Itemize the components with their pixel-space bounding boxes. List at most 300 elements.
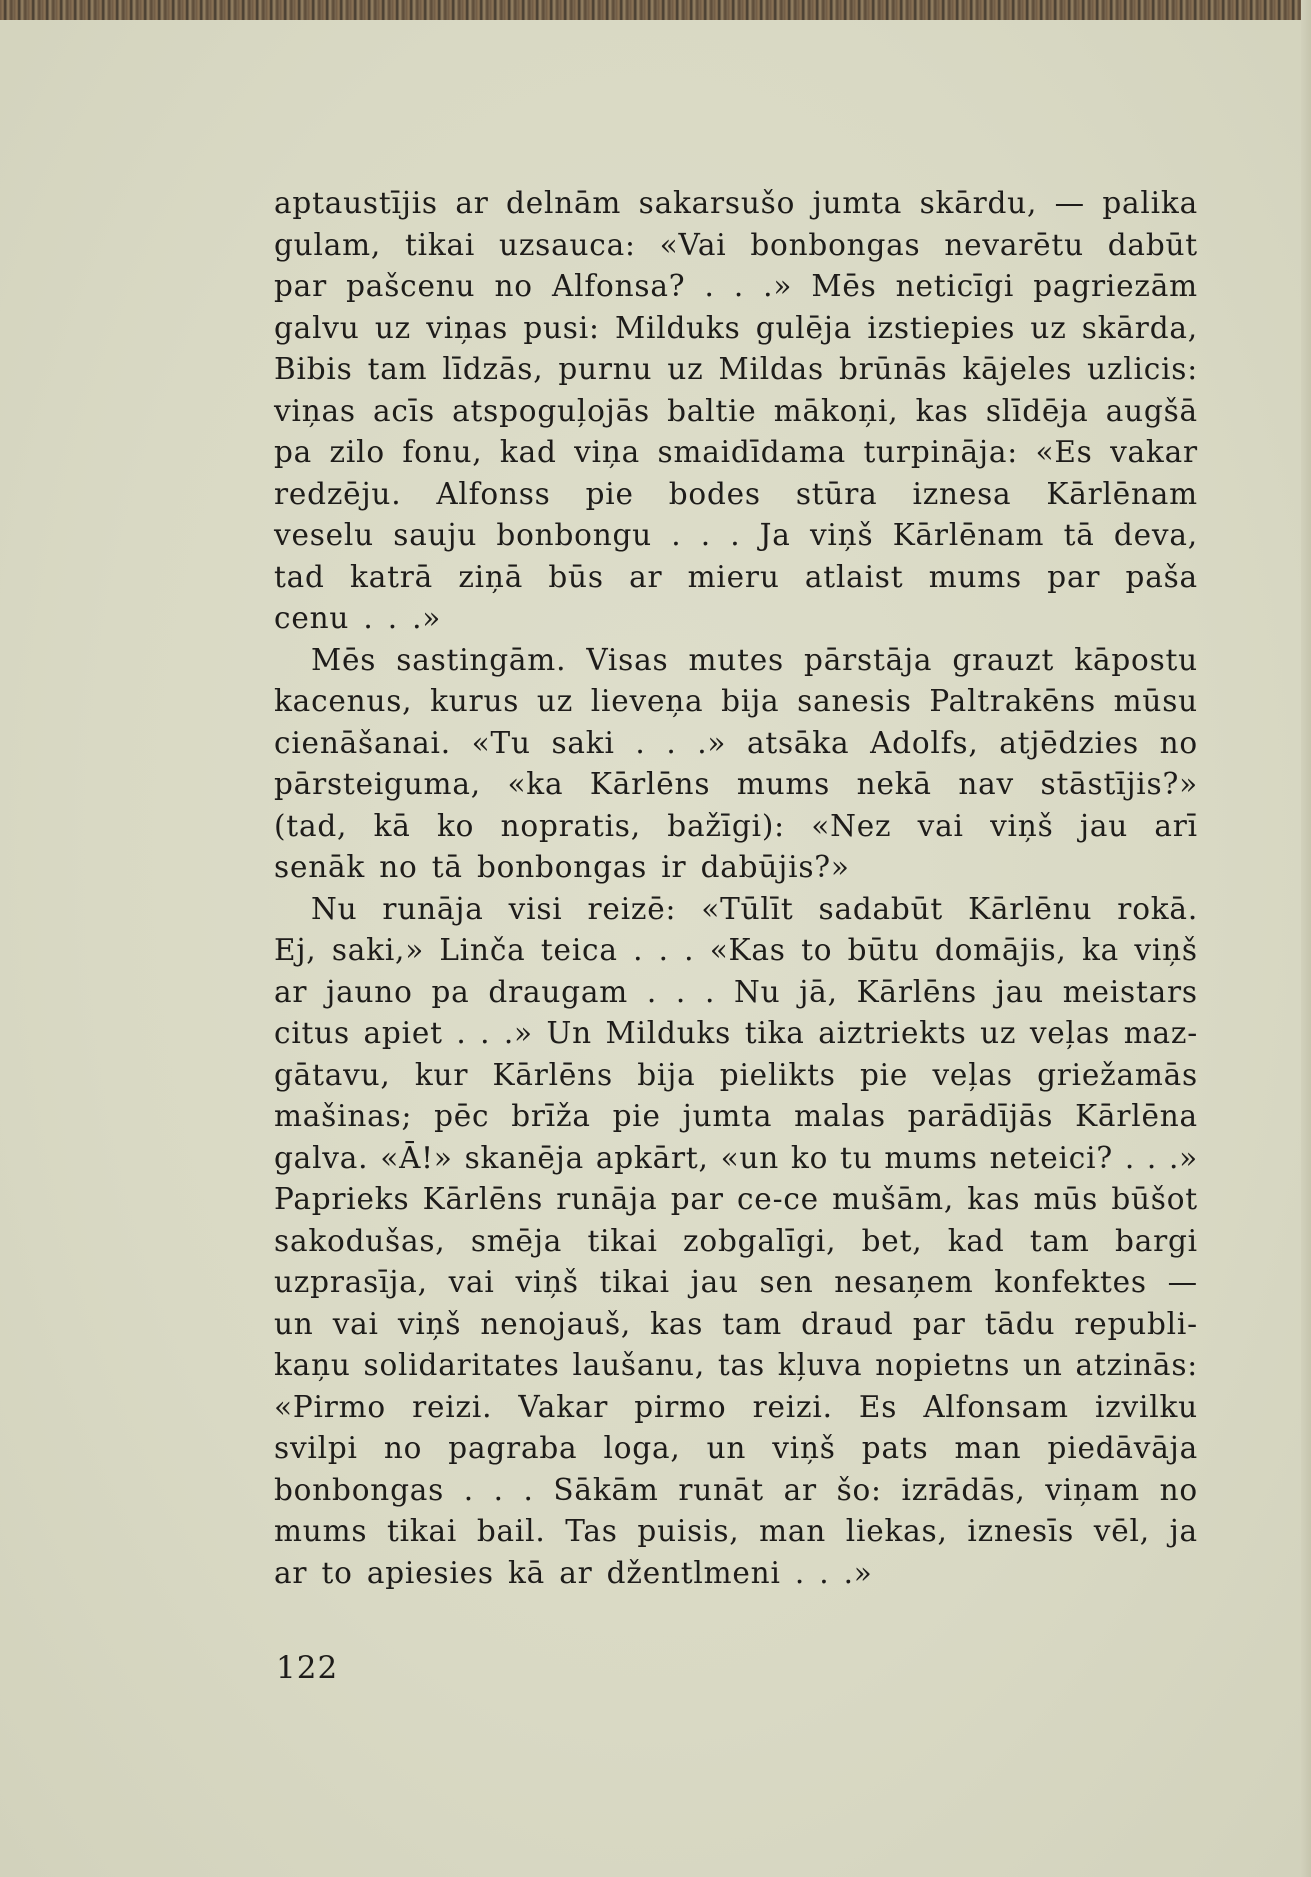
text-word: acīs <box>373 393 435 428</box>
text-word: puisis, <box>637 1514 740 1548</box>
text-word: «Es <box>1035 435 1093 469</box>
text-word: Es <box>858 1389 898 1424</box>
text-word: Milduks <box>614 310 741 345</box>
text-word: uz <box>536 684 574 718</box>
text-word: runāja <box>382 891 484 926</box>
text-word: «Kas <box>709 933 786 967</box>
text-line <box>274 640 1198 682</box>
text-word: izrādās, <box>901 1472 1026 1507</box>
text-word: kā <box>373 808 411 843</box>
text-word: sastingām. <box>396 642 567 677</box>
page-right-edge <box>1301 0 1311 1877</box>
text-word: laušanu, <box>572 1348 706 1382</box>
text-word: «Nez <box>811 808 892 843</box>
text-word: draud <box>801 1306 894 1341</box>
text-word: . <box>704 269 715 303</box>
text-word: uzlicis: <box>1087 352 1198 386</box>
text-word: Milduks <box>605 1016 732 1050</box>
text-line <box>274 474 1198 516</box>
text-word: svilpi <box>274 1431 358 1465</box>
text-word: smaidīdama <box>657 435 846 469</box>
text-word: kur <box>414 1057 469 1092</box>
text-word: viņa <box>574 435 641 469</box>
text-line <box>274 1221 1198 1263</box>
text-word: Ja <box>759 518 791 552</box>
text-word: par <box>1047 559 1101 594</box>
text-line <box>274 847 1198 889</box>
text-word: visi <box>508 891 563 926</box>
text-word: skanēja <box>464 1140 584 1175</box>
text-word: maz- <box>1123 1016 1198 1050</box>
text-word: Adolfs, <box>870 725 979 760</box>
text-line <box>274 1179 1198 1221</box>
text-word: Kārlēns <box>856 974 977 1009</box>
text-word: Kārlēnam <box>892 518 1045 552</box>
text-word: viņš <box>515 1265 579 1299</box>
text-word: «Pirmo <box>274 1389 386 1424</box>
text-word: . <box>675 974 687 1009</box>
text-word: bija <box>721 684 780 718</box>
text-word: ko <box>790 1140 829 1175</box>
text-word: zilo <box>329 435 385 469</box>
text-word: skārdu, <box>919 186 1038 220</box>
text-word: par <box>274 269 327 303</box>
text-word: man <box>954 1431 1022 1465</box>
text-word: pēc <box>434 1099 490 1133</box>
text-word: runāt <box>678 1472 764 1507</box>
text-word: pārsteiguma, <box>274 767 481 801</box>
text-word: izstiepies <box>867 310 1016 345</box>
text-line <box>274 515 1198 557</box>
text-word: iznesīs <box>967 1514 1075 1548</box>
text-word: atsāka <box>746 725 850 760</box>
text-word: ko <box>436 808 475 843</box>
text-word: nopietns <box>875 1348 1011 1382</box>
text-word: apkārt, <box>595 1140 709 1175</box>
text-word: parādījās <box>907 1099 1054 1133</box>
text-line <box>274 930 1198 972</box>
text-word: mutes <box>688 642 784 677</box>
text-word: . <box>463 1472 474 1507</box>
text-word: Bibis <box>274 352 353 386</box>
text-word: pie <box>612 1099 661 1133</box>
text-word: pašcenu <box>346 269 476 303</box>
text-word: Ej, <box>274 933 317 967</box>
text-word: stāstījis?» <box>1040 767 1198 801</box>
text-word: nenojauš, <box>480 1306 632 1341</box>
text-word: pārstāja <box>804 642 933 677</box>
text-word: . <box>700 518 711 552</box>
text-word: nekā <box>856 767 932 801</box>
text-word: viņš <box>772 1431 836 1465</box>
text-word: tam <box>722 1306 783 1341</box>
text-word: . <box>646 974 658 1009</box>
text-word: Nu <box>733 974 781 1009</box>
text-line <box>274 1511 1198 1553</box>
text-word: .» <box>503 1016 533 1050</box>
text-word: viņš <box>1134 933 1198 967</box>
text-word: mākoņi, <box>773 393 899 428</box>
text-word: viņš <box>990 808 1054 843</box>
text-word: Kārlēns <box>422 1182 544 1216</box>
text-word: neticīgi <box>895 269 1015 303</box>
text-line <box>274 1304 1198 1346</box>
text-word: sauju <box>393 518 478 552</box>
text-word: ja <box>1169 1514 1198 1548</box>
text-line <box>274 308 1198 350</box>
text-word: teica <box>540 933 618 967</box>
text-word: «Ā!» <box>380 1140 453 1175</box>
text-word: gulam, <box>274 227 382 262</box>
text-word: bija <box>637 1057 696 1092</box>
text-word: Linča <box>439 933 526 967</box>
text-word: piedāvāja <box>1047 1431 1198 1465</box>
text-word: mūsu <box>1113 684 1198 718</box>
text-line <box>274 1013 1198 1055</box>
text-word: jumta <box>812 186 903 220</box>
text-word: (tad, <box>274 808 348 843</box>
text-word: sakodušas, <box>274 1223 446 1258</box>
text-word: Kārlēnu <box>968 891 1093 926</box>
text-word: smēja <box>470 1223 563 1258</box>
text-word: Kārlēns <box>589 767 711 801</box>
text-word: fonu, <box>402 435 483 469</box>
text-word: tam <box>367 352 428 386</box>
text-word: reizi. <box>752 1389 833 1424</box>
text-word: pagriezām <box>1033 269 1198 303</box>
text-word: pie <box>585 476 634 511</box>
text-word: kājeles <box>962 352 1073 386</box>
text-word: mašinas; <box>274 1099 413 1133</box>
text-word: mums <box>274 1514 368 1548</box>
text-word: jau <box>995 974 1044 1009</box>
text-word: būšot <box>1111 1182 1198 1216</box>
text-word: uz <box>1030 310 1067 345</box>
text-line <box>274 266 1198 308</box>
text-line <box>274 1055 1198 1097</box>
text-line <box>274 1345 1198 1387</box>
text-word: pa <box>274 435 313 469</box>
text-word: sanesis <box>797 684 912 718</box>
text-word: mums <box>884 1140 978 1175</box>
text-word: jau <box>690 1265 739 1299</box>
text-word: kaņu <box>274 1348 351 1382</box>
text-word: par <box>670 1182 724 1216</box>
text-word: purnu <box>558 352 653 386</box>
text-word: . <box>523 1472 534 1507</box>
text-word: Un <box>546 1016 592 1050</box>
text-word: vēl, <box>1093 1514 1150 1548</box>
page-top-edge <box>0 0 1311 20</box>
text-line <box>274 1470 1198 1512</box>
text-word: kļuva <box>777 1348 863 1382</box>
text-word: ka <box>1081 933 1120 967</box>
text-word: vai <box>917 808 964 843</box>
text-word: un <box>706 1431 747 1465</box>
text-line <box>274 391 1198 433</box>
text-word: nesaņem <box>834 1265 974 1299</box>
text-word: atspoguļojās <box>452 393 650 428</box>
text-word: dabūt <box>1107 227 1198 262</box>
text-word: saki <box>551 725 615 760</box>
text-word: katrā <box>350 559 434 594</box>
text-word: bargi <box>1115 1223 1198 1258</box>
text-word: tikai <box>587 1223 658 1258</box>
text-word: uzprasīja, <box>274 1265 428 1299</box>
text-word: bažīgi): <box>667 808 785 843</box>
text-word: slīdēja <box>985 393 1089 428</box>
text-word: sen <box>759 1265 814 1299</box>
text-word: Paprieks <box>274 1182 410 1216</box>
text-word: Alfonsa? <box>551 269 686 303</box>
text-word: jau <box>1079 808 1129 843</box>
text-word: kad <box>499 435 557 469</box>
text-word: rokā. <box>1117 891 1198 926</box>
text-word: sadabūt <box>818 891 944 926</box>
text-line <box>274 1428 1198 1470</box>
text-word: baltie <box>667 393 757 428</box>
text-word: gulēja <box>755 310 853 345</box>
text-word: ar <box>629 559 663 594</box>
text-word: pa <box>431 974 470 1009</box>
text-word: loga, <box>603 1431 681 1465</box>
text-word: «un <box>720 1140 780 1175</box>
text-word: būs <box>548 559 604 594</box>
text-word: iznesa <box>912 476 1012 511</box>
text-word: atzinās: <box>1075 1348 1198 1382</box>
text-word: kas <box>967 1182 1021 1216</box>
text-word: pielikts <box>719 1057 836 1092</box>
text-word: Alfonss <box>436 476 551 511</box>
text-word: .» <box>697 725 727 760</box>
text-word: citus <box>274 1016 350 1050</box>
text-word: konfektes <box>994 1265 1147 1299</box>
text-line <box>274 806 1198 848</box>
text-word: ar <box>455 186 489 220</box>
text-word: neteici? <box>989 1140 1113 1175</box>
text-word: viņš <box>809 518 874 552</box>
text-word: palika <box>1102 186 1198 220</box>
text-line <box>274 1387 1198 1429</box>
text-word: uz <box>667 352 704 386</box>
text-line <box>274 1553 1198 1595</box>
text-word: sakarsušo <box>638 186 796 220</box>
text-word: jauno <box>326 974 413 1009</box>
text-word: liekas, <box>845 1514 948 1548</box>
text-word: bet, <box>861 1223 923 1258</box>
text-word: brīža <box>511 1099 591 1133</box>
text-word: griežamās <box>1037 1057 1198 1092</box>
text-word: jumta <box>682 1099 773 1133</box>
text-word: «Vai <box>659 227 727 262</box>
text-word: Kārlēna <box>1075 1099 1198 1133</box>
text-word: — <box>1167 1265 1198 1299</box>
text-word: — <box>1054 186 1085 220</box>
page-number: 122 <box>276 1650 339 1686</box>
text-word: ce-ce <box>736 1182 819 1216</box>
text-word: . <box>480 1016 491 1050</box>
text-word: vai <box>332 1306 379 1341</box>
text-word: vai <box>448 1265 495 1299</box>
text-word: . <box>493 1472 504 1507</box>
text-word: pats <box>861 1431 929 1465</box>
text-word: «Tūlīt <box>701 891 794 926</box>
text-word: Sākām <box>553 1472 659 1507</box>
text-word: redzēju. <box>274 476 402 511</box>
text-word: viņš <box>397 1306 462 1341</box>
text-line <box>274 349 1198 391</box>
text-word: paša <box>1125 559 1198 594</box>
text-word: tam <box>1029 1223 1090 1258</box>
text-word: .» <box>1168 1140 1198 1175</box>
text-word: kas <box>915 393 969 428</box>
text-word: «Tu <box>471 725 531 760</box>
text-word: bonbongas <box>750 227 921 262</box>
text-word: no <box>1159 725 1198 760</box>
text-word: tad <box>274 559 325 594</box>
text-line <box>274 764 1198 806</box>
text-word: tā <box>1063 518 1095 552</box>
text-line <box>274 432 1198 474</box>
text-line <box>274 598 1198 640</box>
text-word: par <box>912 1306 966 1341</box>
text-word: mušām, <box>832 1182 955 1216</box>
text-word: no <box>1159 1472 1198 1507</box>
text-word: . <box>456 1016 467 1050</box>
text-word: reizē: <box>587 891 677 926</box>
text-word: Visas <box>586 642 669 677</box>
text-word: tādu <box>984 1306 1056 1341</box>
text-word: tikai <box>386 1514 458 1548</box>
text-word: «ka <box>507 767 564 801</box>
text-line-content: senāk no tā bonbongas ir dabūjis?» <box>274 850 850 884</box>
text-word: to <box>801 933 833 967</box>
text-word: līdzās, <box>442 352 544 386</box>
text-word: Mēs <box>311 642 377 677</box>
text-line <box>274 889 1198 931</box>
text-word: uzsauca: <box>499 227 636 262</box>
text-word: bail. <box>476 1514 546 1548</box>
text-word: tas <box>717 1348 765 1382</box>
text-word: bonbongu <box>496 518 652 552</box>
text-word: kāpostu <box>1074 642 1198 677</box>
text-word: runāja <box>556 1182 658 1216</box>
text-word: Nu <box>311 891 358 926</box>
text-word: ziņā <box>458 559 524 594</box>
text-word: lieveņa <box>590 684 704 718</box>
text-word: galva. <box>274 1140 369 1175</box>
text-word: viņam <box>1045 1472 1140 1507</box>
text-word: tikai <box>404 227 476 262</box>
text-word: . <box>1146 1140 1158 1175</box>
text-line <box>274 557 1198 599</box>
text-word: saki,» <box>331 933 425 967</box>
text-word: gātavu, <box>274 1057 391 1092</box>
text-word: pirmo <box>634 1389 727 1424</box>
text-word: pie <box>859 1057 909 1092</box>
text-word: tikai <box>599 1265 670 1299</box>
text-word: delnām <box>506 186 622 220</box>
text-word: . <box>733 269 744 303</box>
text-word: grauzt <box>952 642 1055 677</box>
text-line-content: cenu . . .» <box>274 601 442 635</box>
text-word: man <box>759 1514 827 1548</box>
text-word: cienāšanai. <box>274 725 451 760</box>
text-word: mieru <box>687 559 780 594</box>
text-word: . <box>635 725 646 760</box>
text-word: brūnās <box>838 352 948 386</box>
text-word: Kārlēns <box>492 1057 613 1092</box>
body-text <box>274 183 1198 1594</box>
text-word: veļas <box>932 1057 1013 1092</box>
text-word: viņas <box>426 310 509 345</box>
text-line-content: ar to apiesies kā ar džentlmeni . . .» <box>274 1555 873 1590</box>
text-word: vakar <box>1110 435 1198 469</box>
text-word: pusi: <box>523 310 600 345</box>
text-word: solidaritates <box>363 1348 560 1382</box>
text-word: aiztriekts <box>818 1016 967 1050</box>
text-word: kas <box>650 1306 704 1341</box>
text-line <box>274 225 1198 267</box>
text-word: reizi. <box>412 1389 493 1424</box>
text-word: tika <box>744 1016 805 1050</box>
text-word: Mēs <box>811 269 877 303</box>
text-line <box>274 1262 1198 1304</box>
text-word: . <box>658 933 669 967</box>
text-word: . <box>666 725 677 760</box>
text-word: augšā <box>1105 393 1198 428</box>
text-word: kad <box>947 1223 1005 1258</box>
text-word: . <box>633 933 644 967</box>
text-word: skārda, <box>1081 310 1198 345</box>
text-line <box>274 1096 1198 1138</box>
text-word: galvu <box>274 310 360 345</box>
text-word: .» <box>763 269 793 303</box>
text-word: . <box>1124 1140 1136 1175</box>
text-line <box>274 723 1198 765</box>
text-word: arī <box>1154 808 1198 843</box>
text-line <box>274 972 1198 1014</box>
text-word: Tas <box>565 1514 618 1548</box>
text-word: deva, <box>1113 518 1198 552</box>
text-word: . <box>704 974 716 1009</box>
text-word: viņas <box>274 393 356 428</box>
text-word: mūs <box>1033 1182 1099 1216</box>
text-word: kacenus, <box>274 684 413 718</box>
text-word: mums <box>736 767 831 801</box>
text-word: draugam <box>488 974 629 1009</box>
text-word: Paltrakēns <box>929 684 1096 718</box>
text-word: turpināja: <box>863 435 1019 469</box>
text-word: ar <box>783 1472 817 1507</box>
text-word: nevarētu <box>944 227 1084 262</box>
text-line <box>274 1138 1198 1180</box>
text-word: bonbongas <box>274 1472 445 1507</box>
text-word: uz <box>980 1016 1017 1050</box>
text-word: bodes <box>668 476 761 511</box>
text-word: . <box>671 518 682 552</box>
text-word: atlaist <box>804 559 904 594</box>
text-word: veselu <box>274 518 374 552</box>
text-word: meistars <box>1062 974 1198 1009</box>
text-word: un <box>274 1306 314 1341</box>
text-word: izvilku <box>1094 1389 1198 1424</box>
text-word: mums <box>928 559 1022 594</box>
text-word: atjēdzies <box>999 725 1139 760</box>
text-word: jā, <box>799 974 838 1009</box>
text-word: ar <box>274 974 308 1009</box>
text-word: stūra <box>795 476 878 511</box>
